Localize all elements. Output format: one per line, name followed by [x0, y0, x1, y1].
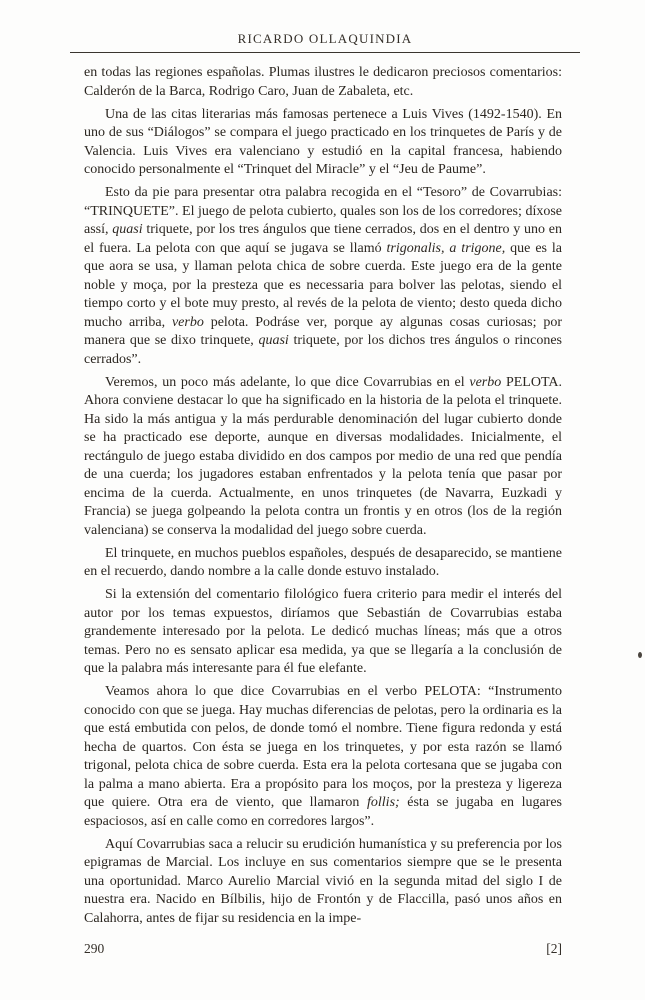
italic-run: trigonalis, a trigone,: [386, 240, 506, 256]
paragraph: [84, 64, 562, 101]
italic-run: follis;: [367, 795, 400, 810]
page-number: 290: [84, 941, 105, 956]
text-run: que es la que aora se usa, y llaman pelota chica de sobre cuerda. Este juego era de la gente noble y moça, por la presteza que es necessaria para bolver las pelotas, siendo el tiempo corto y el bote muy presto, al revés de la pelota de viento; desto queda dicho mucho arriba,: [84, 240, 563, 330]
page-footer: [84, 941, 562, 957]
paragraph: [84, 836, 562, 929]
text-run: ésta se jugaba en lugares espaciosos, así en calle como en corredores largos”.: [84, 795, 562, 829]
text-run: pelota. Podráse ver, porque ay algunas cosas curiosas; por manera que se dixo trinquete,: [84, 314, 562, 348]
paragraph: [84, 683, 562, 831]
text-run: triquete, por los dichos tres ángulos o rincones cerrados”.: [84, 333, 562, 367]
paragraph: [84, 586, 562, 679]
text-run: Esto da pie para presentar otra palabra recogida en el “Tesoro” de Covarrubias: “TRINQUETE”. El juego de pelota cubierto, quales son los de los corredores; díxose assí,: [84, 185, 562, 237]
paragraph: [84, 374, 562, 541]
text-run: Una de las citas literarias más famosas pertenece a Luis Vives (1492-1540). En uno de sus “Diálogos” se compara el juego practicado en los trinquetes de París y de Valencia. Luis Vives era valenciano y estudió en la capital francesa, habiendo conocido personalmente el “Trinquet del Miracle” y el “Jeu de Paume”.: [84, 106, 562, 177]
italic-run: quasi: [112, 222, 143, 237]
running-head-author: RICARDO OLLAQUINDIA: [237, 31, 413, 46]
header-rule: [70, 52, 580, 53]
paragraph: [84, 184, 562, 369]
text-run: en todas las regiones españolas. Plumas ilustres le dedicaron preciosos comentarios: Calderón de la Barca, Rodrigo Caro, Juan de Zabaleta, etc.: [84, 65, 562, 99]
text-run: Veamos ahora lo que dice Covarrubias en el verbo PELOTA: “Instrumento conocido con que se juega. Hay muchas diferencias de pelotas, pero la ordinaria es la que está embutida con pelos, de donde tomó el nombre. Tiene figura redonda y está hecha de quartos. Con ésta se juega en los trinquetes, y por esta razón se llamó trigonal, pelota chica de sobre cuerda. Esta era la pelota cortesana que se jugaba con la palma a mano abierta. Era a propósito para los moços, por la presteza y ligereza que quiere. Otra era de viento, que llamaron: [84, 684, 562, 810]
paragraph: [84, 545, 562, 582]
scan-artifact: [638, 652, 642, 658]
text-run: triquete, por los tres ángulos que tiene cerrados, dos en el dentro y uno en el fuera. La pelota con que aquí se jugava se llamó: [84, 222, 563, 256]
italic-run: verbo: [171, 314, 204, 330]
italic-run: verbo: [469, 374, 502, 390]
text-run: El trinquete, en muchos pueblos españoles, después de desaparecido, se mantiene en el recuerdo, dando nombre a la calle donde estuvo instalado.: [84, 545, 562, 579]
text-run: Veremos, un poco más adelante, lo que dice Covarrubias en el: [105, 374, 470, 390]
text-run: Aquí Covarrubias saca a relucir su erudición humanística y su preferencia por los epigramas de Marcial. Los incluye en sus comentarios siempre que se le presenta una oportunidad. Marco Aurelio Marcial vivió en la segunda mitad del siglo I de nuestra era. Nacido en Bílbilis, hijo de Frontón y de Flaccilla, pasó unos años en Calahorra, antes de fijar su residencia en la impe-: [84, 836, 562, 926]
text-run: PELOTA. Ahora conviene destacar lo que ha significado en la historia de la pelota el trinquete. Ha sido la más antigua y la más perdurable denominación del lugar cubierto donde se ha practicado ese deporte, aunque en diversas modalidades. Inicialmente, el rectángulo de juego estaba dividido en dos campos por medio de una red que pendía de una cuerda; los jugadores estaban enfrentados y la pelota tenía que pasar por encima de la cuerda. Actualmente, en unos trinquetes (de Navarra, Euzkadi y Francia) se juega golpeando la pelota contra un frontis y en otros (los de la región valenciana) se conserva la modalidad del juego sobre cuerda.: [84, 374, 562, 538]
sheet-number: [2]: [546, 941, 562, 956]
page-header: [70, 31, 580, 47]
article-body: [84, 64, 562, 933]
italic-run: quasi: [258, 333, 289, 348]
text-run: Si la extensión del comentario filológico fuera criterio para medir el interés del autor por los temas expuestos, diríamos que Sebastián de Covarrubias estaba grandemente interesado por la pelota. Le dedicó muchas líneas; más que a otros temas. Pero no es sensato aplicar esa medida, ya que se llegaría a la conclusión de que la palabra más interesante para él fue elefante.: [84, 587, 562, 676]
paragraph: [84, 106, 562, 180]
